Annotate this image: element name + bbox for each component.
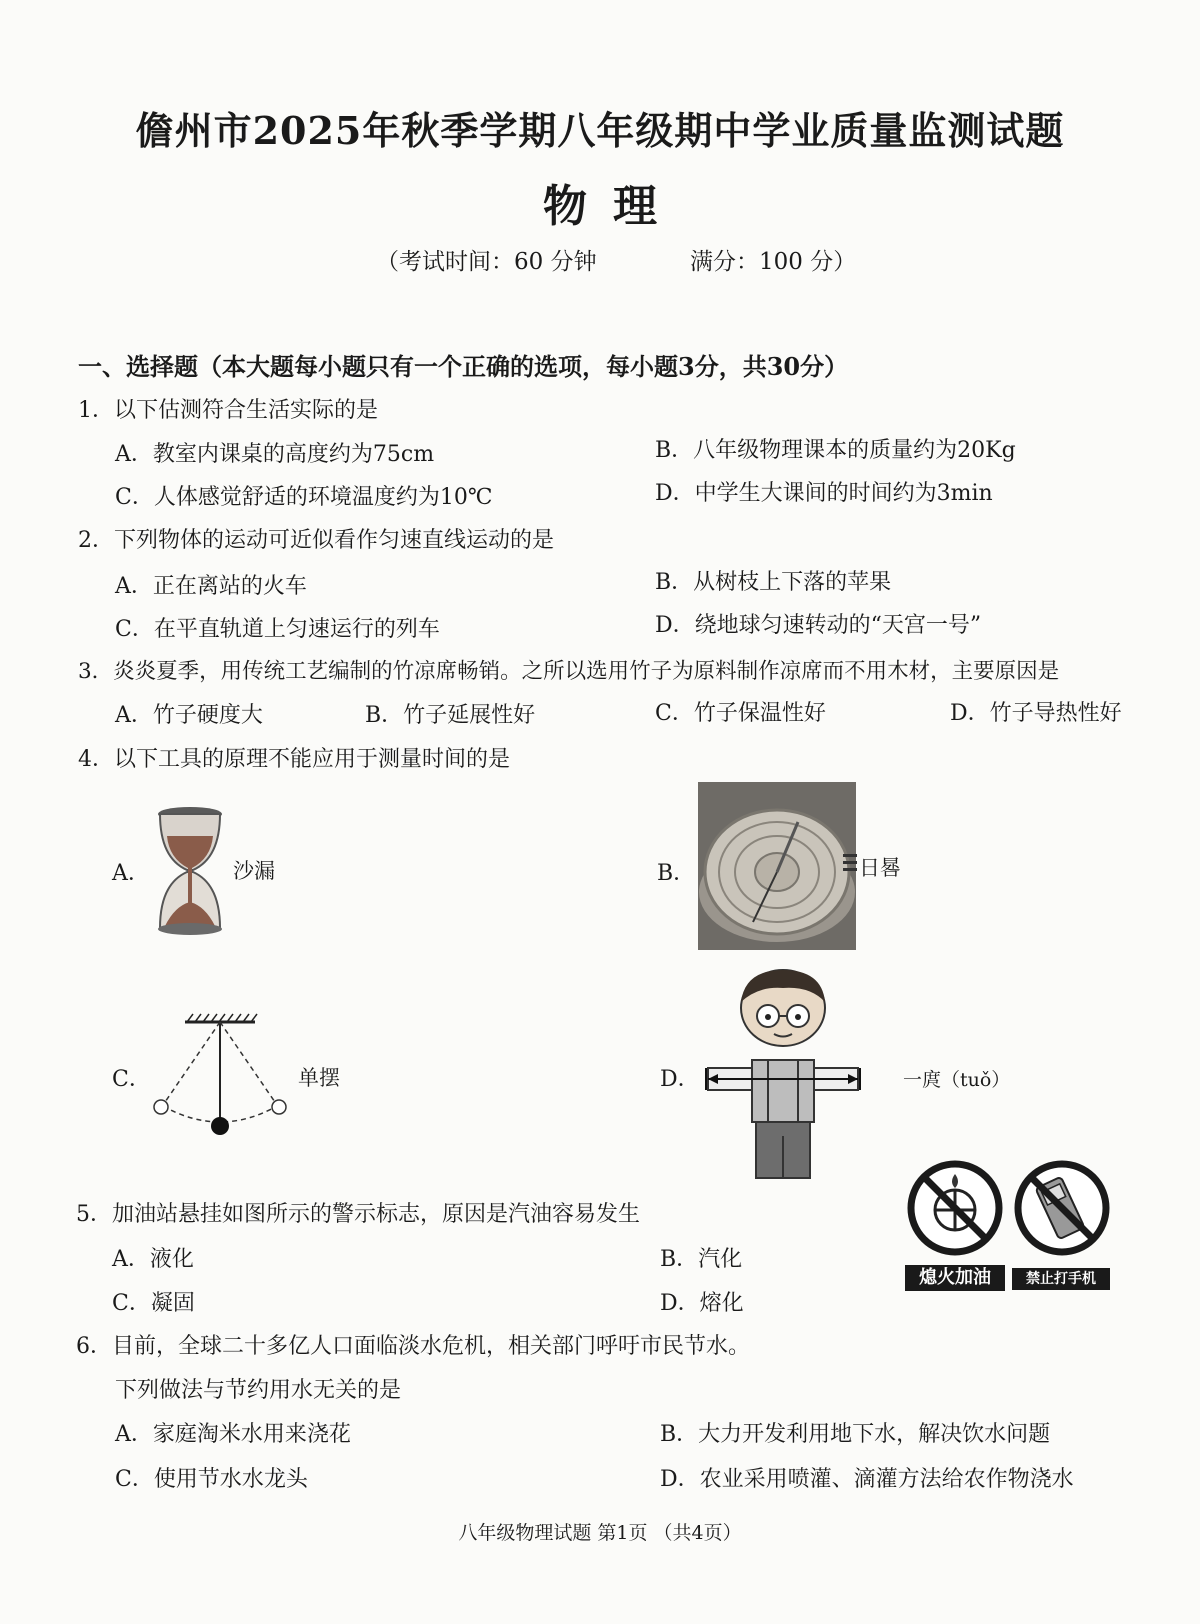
- sundial-label-marker: [843, 852, 857, 874]
- full-score: 满分：100 分）: [690, 249, 857, 275]
- hourglass-label: 沙漏: [233, 859, 275, 883]
- question-3-stem: 3．炎炎夏季，用传统工艺编制的竹凉席畅销。之所以选用竹子为原料制作凉席而不用木材，主要原因是: [78, 659, 1060, 684]
- exam-title: 儋州市2025年秋季学期八年级期中学业质量监测试题: [135, 108, 1065, 153]
- section-heading: 一、选择题（本大题每小题只有一个正确的选项，每小题3分，共30分）: [78, 352, 849, 381]
- q2-option-c: C．在平直轨道上匀速运行的列车: [115, 617, 440, 642]
- page-footer: 八年级物理试题 第1页 （共4页）: [458, 1522, 742, 1544]
- q4-option-b: B．: [657, 861, 696, 886]
- q2-option-d: D．绕地球匀速转动的“天宫一号”: [655, 613, 982, 638]
- no-phone-sign-icon: [1012, 1160, 1112, 1256]
- question-5-stem: 5．加油站悬挂如图所示的警示标志，原因是汽油容易发生: [76, 1202, 640, 1227]
- subject-title: 物理: [543, 181, 683, 232]
- pendulum-label: 单摆: [298, 1066, 340, 1090]
- q2-option-b: B．从树枝上下落的苹果: [655, 570, 892, 595]
- q2-option-a: A．正在离站的火车: [115, 574, 307, 599]
- q3-option-a: A．竹子硬度大: [115, 703, 263, 728]
- question-6-stem: 6．目前，全球二十多亿人口面临淡水危机，相关部门呼吁市民节水。: [76, 1334, 750, 1359]
- q5-option-d: D．熔化: [660, 1291, 744, 1316]
- question-2-stem: 2．下列物体的运动可近似看作匀速直线运动的是: [78, 528, 554, 553]
- no-fire-sign-icon: [905, 1160, 1005, 1256]
- pendulum-diagram: [145, 1010, 295, 1135]
- hourglass-icon: [155, 806, 225, 936]
- q1-option-b: B．八年级物理课本的质量约为20Kg: [655, 438, 1016, 463]
- no-phone-sign-label: 禁止打手机: [1012, 1268, 1110, 1290]
- question-4-stem: 4．以下工具的原理不能应用于测量时间的是: [78, 747, 510, 772]
- question-6-stem-line2: 下列做法与节约用水无关的是: [115, 1378, 402, 1403]
- q3-option-d: D．竹子导热性好: [950, 701, 1122, 726]
- question-1-stem: 1．以下估测符合生活实际的是: [78, 398, 378, 423]
- q6-option-c: C．使用节水水龙头: [115, 1467, 308, 1492]
- q5-option-c: C．凝固: [112, 1291, 195, 1316]
- q5-option-b: B．汽化: [660, 1247, 743, 1272]
- sundial-label: 日晷: [859, 856, 901, 880]
- q3-option-c: C．竹子保温性好: [655, 701, 826, 726]
- arm-span-label: 一庹（tuǒ）: [903, 1069, 1011, 1091]
- exam-time: （考试时间：60 分钟: [376, 249, 597, 275]
- q4-option-c: C．: [112, 1067, 151, 1092]
- no-fire-sign-label: 熄火加油: [905, 1265, 1005, 1291]
- arm-span-figure: [700, 966, 865, 1178]
- q5-option-a: A．液化: [112, 1247, 194, 1272]
- sundial-photo: [698, 782, 856, 950]
- q6-option-b: B．大力开发利用地下水，解决饮水问题: [660, 1422, 1051, 1447]
- q3-option-b: B．竹子延展性好: [365, 703, 536, 728]
- q1-option-d: D．中学生大课间的时间约为3min: [655, 481, 993, 506]
- q6-option-a: A．家庭淘米水用来浇花: [115, 1422, 351, 1447]
- q6-option-d: D．农业采用喷灌、滴灌方法给农作物浇水: [660, 1467, 1074, 1492]
- q1-option-a: A．教室内课桌的高度约为75cm: [115, 442, 435, 467]
- q1-option-c: C．人体感觉舒适的环境温度约为10℃: [115, 485, 493, 510]
- q4-option-d: D．: [660, 1067, 700, 1092]
- q4-option-a: A．: [112, 861, 150, 886]
